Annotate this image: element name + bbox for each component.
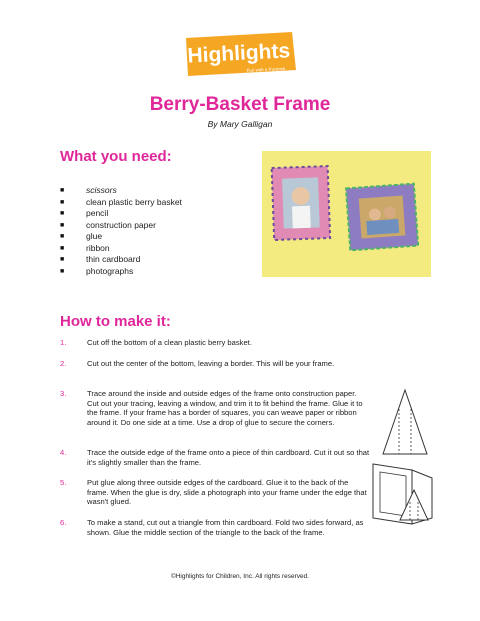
list-item: ■ thin cardboard <box>60 254 141 264</box>
list-item: ■ glue <box>60 231 103 241</box>
triangle-diagram <box>380 388 430 458</box>
needs-list <box>60 185 182 277</box>
svg-text:Fun with a Purpose: Fun with a Purpose <box>246 65 286 74</box>
bullet-icon: ■ <box>60 267 65 275</box>
list-item: ■ scissors <box>60 185 117 195</box>
list-item: 3. Trace around the inside and outside edges of the frame onto construction paper. Cut out your tracing, leaving a window, and trim it to fit behind the frame. Glue it to the frame. If your frame has a border of squares, you can weave paper or ribbon around it. Do one side at a time. Use a drop of glue to secure the corners. <box>60 389 363 427</box>
bullet-icon: ■ <box>60 187 65 194</box>
list-item: ■ construction paper <box>60 219 156 230</box>
byline: By Mary Galligan <box>207 119 273 129</box>
what-you-need-heading: What you need: <box>60 148 172 165</box>
list-item: 1. Cut off the bottom of a clean plastic berry basket. <box>60 338 252 347</box>
list-item: ■ pencil <box>60 208 109 218</box>
copyright-footer: ©Highlights for Children, Inc. All rights reserved. <box>170 573 310 580</box>
list-item: 6. To make a stand, cut out a triangle from thin cardboard. Fold two sides forward, as shown. Glue the middle section of the triangle to the back of the frame. <box>60 518 364 537</box>
bullet-icon: ■ <box>60 198 65 206</box>
how-to-make-it-heading: How to make it: <box>60 313 171 330</box>
page-title: Berry-Basket Frame <box>149 94 331 115</box>
svg-text:Highlights: Highlights <box>186 39 291 68</box>
list-item: ■ ribbon <box>60 242 110 253</box>
bullet-icon: ■ <box>60 221 65 229</box>
list-item: ■ photographs <box>60 265 134 276</box>
bullet-icon: ■ <box>60 256 65 263</box>
list-item: 4. Trace the outside edge of the frame onto a piece of thin cardboard. Cut it out so that it's slightly smaller than the frame. <box>60 448 370 467</box>
frame-stand-diagram <box>370 460 438 528</box>
bullet-icon: ■ <box>60 210 65 217</box>
list-item: 5. Put glue along three outside edges of the cardboard. Glue it to the back of the frame. When the glue is dry, slide a photograph into your frame under the edge that wasn't glued. <box>60 478 367 506</box>
bullet-icon: ■ <box>60 233 65 240</box>
list-item: 2. Cut out the center of the bottom, leaving a border. This will be your frame. <box>60 359 335 368</box>
finished-frames-photo <box>262 151 431 277</box>
bullet-icon: ■ <box>60 244 65 252</box>
list-item: ■ clean plastic berry basket <box>60 196 182 207</box>
highlights-logo <box>180 30 298 80</box>
